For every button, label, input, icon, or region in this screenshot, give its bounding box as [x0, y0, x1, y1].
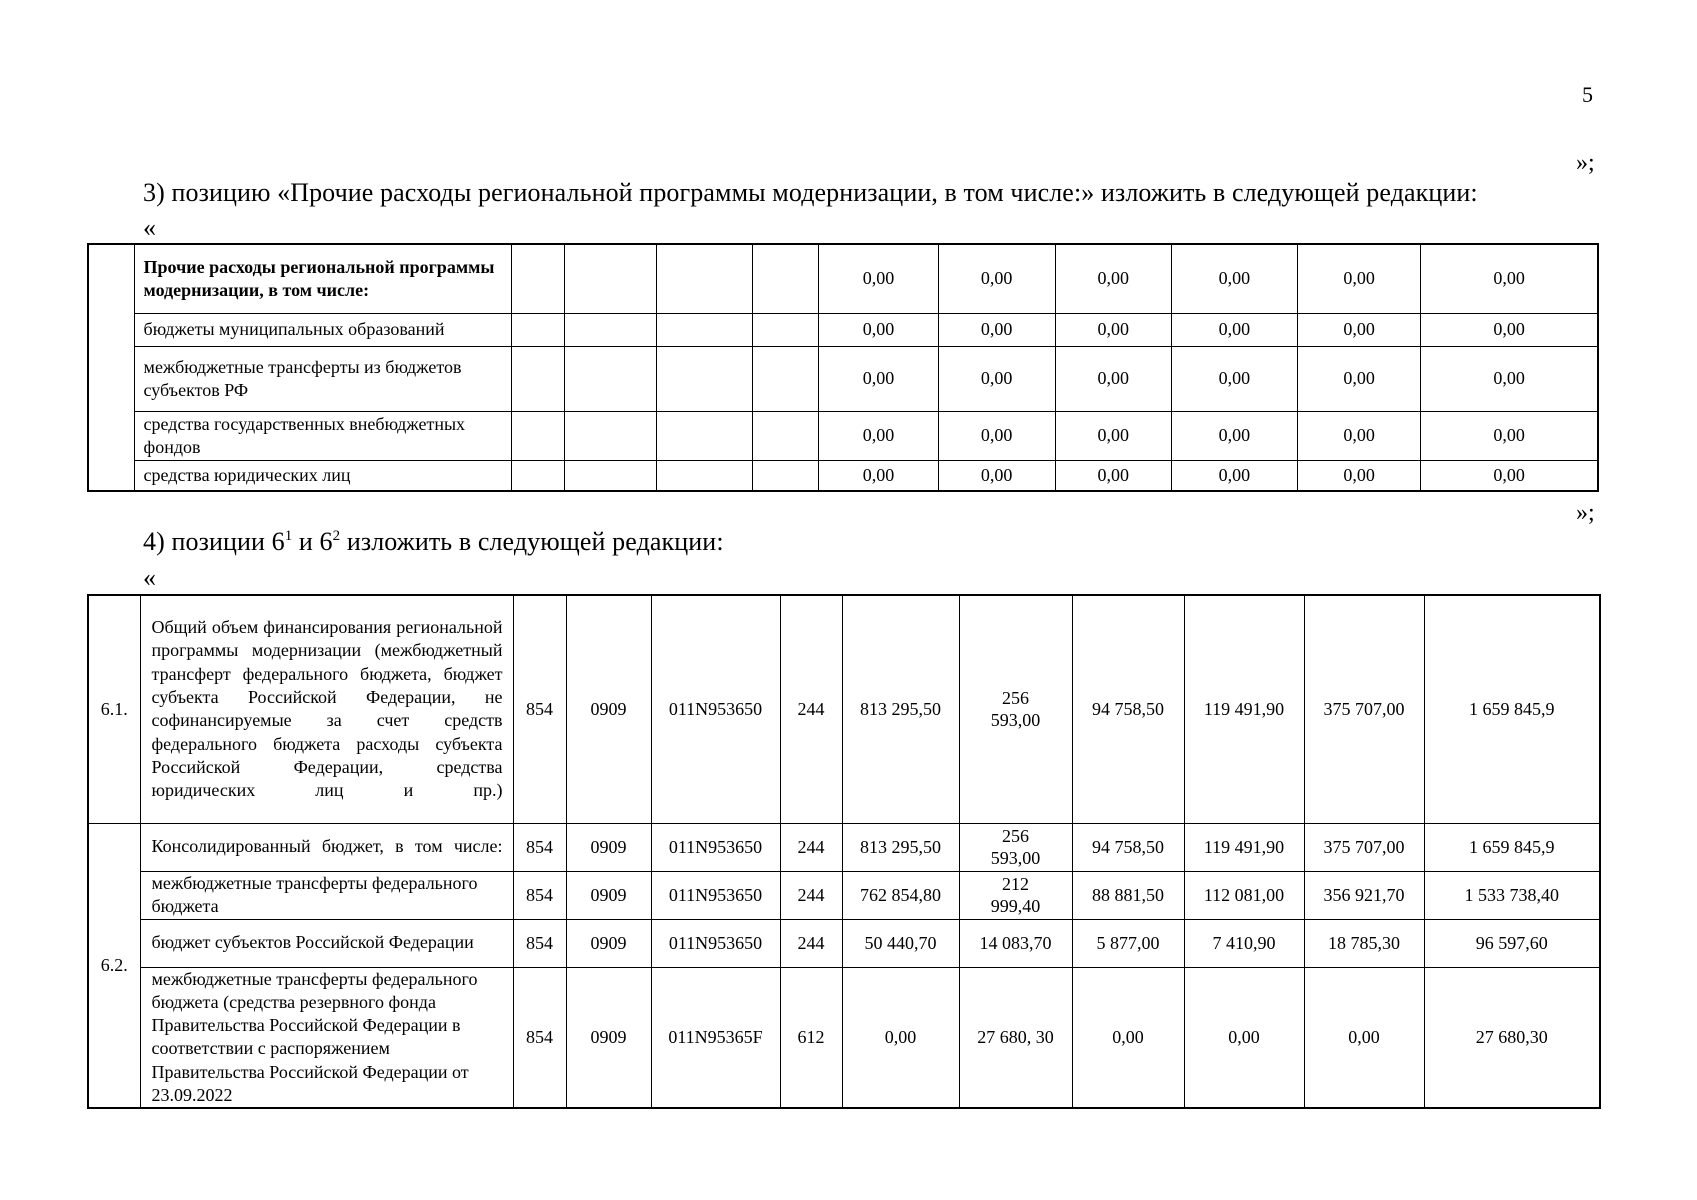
value-cell: 94 758,50 [1072, 823, 1184, 871]
empty-cell [657, 411, 753, 460]
row-label: средства юридических лиц [134, 460, 511, 491]
table-row [88, 244, 1598, 313]
closing-quote: »; [1576, 150, 1595, 176]
value-cell: 244 [780, 871, 842, 919]
value-cell: 0909 [566, 595, 651, 823]
value-cell: 0,00 [819, 460, 938, 491]
value-cell: 1 533 738,40 [1424, 871, 1600, 919]
value-cell: 0,00 [1421, 411, 1598, 460]
table-other-expenses [87, 243, 1599, 492]
empty-cell [753, 244, 819, 313]
row-label-text: Консолидированный бюджет, в том числе: [151, 836, 503, 857]
empty-cell [512, 460, 565, 491]
value-cell: 356 921,70 [1304, 871, 1424, 919]
table-row [88, 411, 1598, 460]
value-cell: 0,00 [1421, 313, 1598, 346]
value-cell: 813 295,50 [842, 595, 959, 823]
value-cell: 119 491,90 [1184, 823, 1304, 871]
row-number-cell [88, 244, 134, 491]
value-cell: 0,00 [1171, 244, 1297, 313]
value-cell: 0,00 [938, 411, 1055, 460]
empty-cell [565, 313, 657, 346]
empty-cell [753, 411, 819, 460]
table-row [88, 346, 1598, 411]
table-financing [87, 594, 1601, 1109]
value-cell: 375 707,00 [1304, 823, 1424, 871]
superscript: 1 [284, 528, 293, 544]
empty-cell [657, 346, 753, 411]
empty-cell [512, 411, 565, 460]
empty-cell [657, 313, 753, 346]
heading-text: 4) позиции 6 [143, 527, 285, 556]
closing-quote: »; [1576, 500, 1595, 526]
heading-text: изложить в следующей редакции: [340, 527, 724, 556]
empty-cell [565, 460, 657, 491]
value-cell: 96 597,60 [1424, 919, 1600, 967]
value-cell: 0,00 [938, 313, 1055, 346]
value-cell: 0,00 [1055, 244, 1171, 313]
empty-cell [512, 313, 565, 346]
row-label: бюджеты муниципальных образований [134, 313, 511, 346]
empty-cell [512, 244, 565, 313]
value-cell: 112 081,00 [1184, 871, 1304, 919]
value-cell: 0,00 [819, 411, 938, 460]
value-cell: 0,00 [1421, 460, 1598, 491]
value-cell: 0,00 [1298, 313, 1421, 346]
row-label [140, 595, 513, 823]
value-cell: 7 410,90 [1184, 919, 1304, 967]
value-cell: 119 491,90 [1184, 595, 1304, 823]
value-cell: 0,00 [1298, 460, 1421, 491]
value-cell: 0,00 [842, 967, 959, 1108]
value-cell: 0,00 [1171, 313, 1297, 346]
value-cell: 0,00 [1055, 411, 1171, 460]
value-cell: 0,00 [1171, 346, 1297, 411]
value-cell: 212 999,40 [959, 871, 1072, 919]
value-cell: 612 [780, 967, 842, 1108]
value-cell: 0,00 [1421, 244, 1598, 313]
section-4-heading [143, 527, 724, 557]
empty-cell [657, 244, 753, 313]
row-label: Прочие расходы региональной программы модернизации, в том числе: [134, 244, 511, 313]
empty-cell [512, 346, 565, 411]
value-cell: 0,00 [819, 346, 938, 411]
value-cell: 854 [513, 871, 566, 919]
value-cell: 762 854,80 [842, 871, 959, 919]
empty-cell [565, 346, 657, 411]
value-cell: 0,00 [938, 460, 1055, 491]
empty-cell [565, 244, 657, 313]
empty-cell [657, 460, 753, 491]
value-cell: 854 [513, 919, 566, 967]
value-cell: 0,00 [1171, 460, 1297, 491]
value-cell: 813 295,50 [842, 823, 959, 871]
table-row [88, 460, 1598, 491]
row-number: 6.1. [88, 595, 140, 823]
value-cell: 011N953650 [651, 919, 780, 967]
value-cell: 0,00 [938, 244, 1055, 313]
empty-cell [753, 460, 819, 491]
table-row [88, 919, 1600, 967]
table-row [88, 967, 1600, 1108]
value-cell: 244 [780, 823, 842, 871]
row-label [140, 823, 513, 871]
value-cell: 0,00 [1184, 967, 1304, 1108]
empty-cell [565, 411, 657, 460]
value-cell: 0909 [566, 871, 651, 919]
value-cell: 244 [780, 595, 842, 823]
value-cell: 854 [513, 595, 566, 823]
value-cell: 011N953650 [651, 823, 780, 871]
value-cell: 375 707,00 [1304, 595, 1424, 823]
value-cell: 0,00 [1421, 346, 1598, 411]
value-cell: 256 593,00 [959, 595, 1072, 823]
value-cell: 88 881,50 [1072, 871, 1184, 919]
value-cell: 0909 [566, 967, 651, 1108]
value-cell: 244 [780, 919, 842, 967]
value-cell: 0,00 [1298, 346, 1421, 411]
value-cell: 0,00 [1055, 313, 1171, 346]
value-cell: 0,00 [1304, 967, 1424, 1108]
heading-text: и 6 [292, 527, 333, 556]
value-cell: 1 659 845,9 [1424, 595, 1600, 823]
value-cell: 0,00 [1055, 346, 1171, 411]
value-cell: 854 [513, 823, 566, 871]
value-cell: 18 785,30 [1304, 919, 1424, 967]
value-cell: 27 680,30 [1424, 967, 1600, 1108]
value-cell: 1 659 845,9 [1424, 823, 1600, 871]
empty-cell [753, 346, 819, 411]
value-cell: 0,00 [1055, 460, 1171, 491]
value-cell: 0,00 [819, 313, 938, 346]
value-cell: 0,00 [1072, 967, 1184, 1108]
value-cell: 0909 [566, 823, 651, 871]
row-label: бюджет субъектов Российской Федерации [140, 919, 513, 967]
row-label: межбюджетные трансферты из бюджетов субъектов РФ [134, 346, 511, 411]
table-row [88, 823, 1600, 871]
value-cell: 011N953650 [651, 871, 780, 919]
value-cell: 14 083,70 [959, 919, 1072, 967]
value-cell: 94 758,50 [1072, 595, 1184, 823]
row-label-text: Общий объем финансирования региональной программы модернизации (межбюджетный трансферт федерального бюджета, бюджет субъекта Российской Федерации, не софинансируемые за счет средств федерального бюджета расходы субъекта Российской Федерации, средства юридических лиц и пр.) [151, 617, 503, 801]
value-cell: 27 680, 30 [959, 967, 1072, 1108]
value-cell: 50 440,70 [842, 919, 959, 967]
row-label: средства государственных внебюджетных фондов [134, 411, 511, 460]
opening-quote: « [143, 213, 156, 242]
value-cell: 0,00 [1298, 411, 1421, 460]
superscript: 2 [332, 528, 341, 544]
value-cell: 011N953650 [651, 595, 780, 823]
page-number: 5 [1582, 82, 1593, 107]
value-cell: 0,00 [819, 244, 938, 313]
table-row [88, 313, 1598, 346]
empty-cell [753, 313, 819, 346]
value-cell: 011N95365F [651, 967, 780, 1108]
value-cell: 854 [513, 967, 566, 1108]
row-label: межбюджетные трансферты федерального бюджета [140, 871, 513, 919]
table-row [88, 595, 1600, 823]
section-3-heading: 3) позицию «Прочие расходы региональной программы модернизации, в том числе:» изложить в следующей редакции: [143, 178, 1478, 207]
row-number: 6.2. [88, 823, 140, 1108]
value-cell: 0,00 [1171, 411, 1297, 460]
value-cell: 5 877,00 [1072, 919, 1184, 967]
table-row [88, 871, 1600, 919]
opening-quote: « [143, 563, 156, 592]
value-cell: 0,00 [1298, 244, 1421, 313]
row-label: межбюджетные трансферты федерального бюджета (средства резервного фонда Правительства Российской Федерации в соответствии с распоряжением Правительства Российской Федерации от 23.09.2022 [140, 967, 513, 1108]
value-cell: 0909 [566, 919, 651, 967]
value-cell: 0,00 [938, 346, 1055, 411]
value-cell: 256 593,00 [959, 823, 1072, 871]
